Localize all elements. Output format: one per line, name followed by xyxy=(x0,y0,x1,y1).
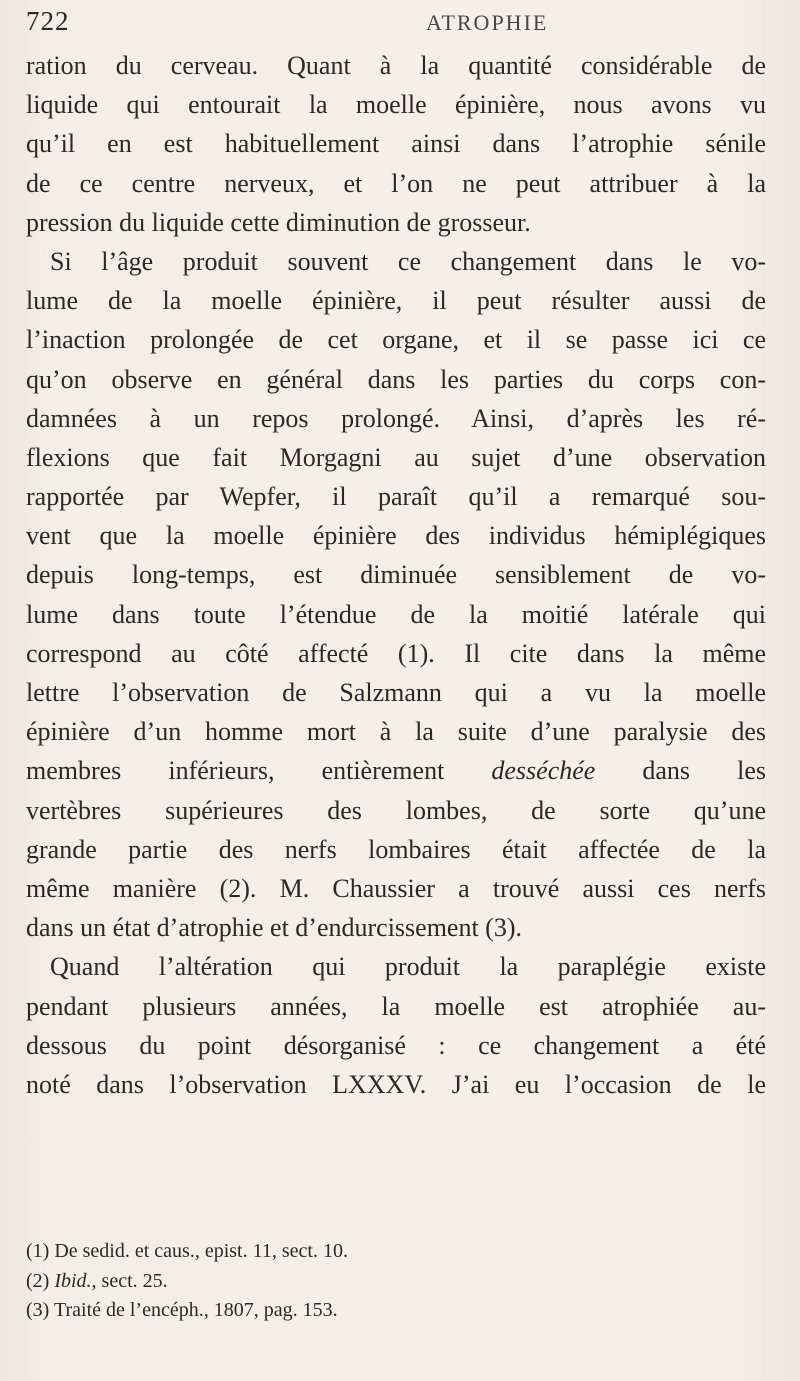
text-line: noté dans l’observation LXXXV. J’ai eu l’occasion de le xyxy=(26,1069,766,1099)
text-line: pression du liquide cette diminution de grosseur. xyxy=(26,207,531,237)
text-line: Quand l’altération qui produit la paraplégie existe xyxy=(50,952,766,982)
text-line: Si l’âge produit souvent ce changement dans le vo- xyxy=(50,246,766,276)
body-text xyxy=(26,46,766,1104)
text-line: flexions que fait Morgagni au sujet d’une observation xyxy=(26,442,766,472)
text-line: dans un état d’atrophie et d’endurcissement (3). xyxy=(26,913,522,943)
text-line: qu’on observe en général dans les parties du corps con- xyxy=(26,364,766,394)
page-number: 722 xyxy=(26,6,70,36)
footnote xyxy=(26,1267,766,1297)
text-line: l’inaction prolongée de cet organe, et il se passe ici ce xyxy=(26,325,766,355)
text-segment: dans les xyxy=(595,756,766,786)
text-line: lume dans toute l’étendue de la moitié latérale qui xyxy=(26,599,766,629)
footnote: (3) Traité de l’encéph., 1807, pag. 153. xyxy=(26,1299,338,1321)
text-line: damnées à un repos prolongé. Ainsi, d’après les ré- xyxy=(26,403,766,433)
running-head xyxy=(26,6,774,42)
text-line: lume de la moelle épinière, il peut résulter aussi de xyxy=(26,286,766,316)
text-segment: membres inférieurs, entièrement xyxy=(26,756,492,786)
text-line: épinière d’un homme mort à la suite d’une paralysie des xyxy=(26,717,766,747)
text-line: liquide qui entourait la moelle épinière, nous avons vu xyxy=(26,90,766,120)
text-line: correspond au côté affecté (1). Il cite dans la même xyxy=(26,638,766,668)
running-title: ATROPHIE xyxy=(426,10,549,35)
italic-term: desséchée xyxy=(491,756,596,786)
text-line: vertèbres supérieures des lombes, de sorte qu’une xyxy=(26,795,766,825)
footnote-marker: (2) xyxy=(26,1269,55,1292)
text-line: qu’il en est habituellement ainsi dans l’atrophie sénile xyxy=(26,129,766,159)
footnote-text: , sect. 25. xyxy=(91,1269,168,1292)
text-line: vent que la moelle épinière des individus hémiplégiques xyxy=(26,521,766,551)
text-line: de ce centre nerveux, et l’on ne peut attribuer à la xyxy=(26,168,766,198)
footnotes xyxy=(26,1237,766,1326)
footnote: (1) De sedid. et caus., epist. 11, sect. 10. xyxy=(26,1240,348,1262)
text-line: grande partie des nerfs lombaires était affectée de la xyxy=(26,834,766,864)
text-line: ration du cerveau. Quant à la quantité considérable de xyxy=(26,51,766,80)
text-line: rapportée par Wepfer, il paraît qu’il a remarqué sou- xyxy=(26,482,766,512)
text-line xyxy=(26,751,766,790)
text-line: depuis long-temps, est diminuée sensiblement de vo- xyxy=(26,560,766,590)
text-line: pendant plusieurs années, la moelle est atrophiée au- xyxy=(26,991,766,1021)
text-line: dessous du point désorganisé : ce changement a été xyxy=(26,1030,766,1060)
footnote-italic: Ibid. xyxy=(54,1269,92,1292)
text-line: lettre l’observation de Salzmann qui a vu la moelle xyxy=(26,678,766,707)
text-line: même manière (2). M. Chaussier a trouvé aussi ces nerfs xyxy=(26,873,766,903)
